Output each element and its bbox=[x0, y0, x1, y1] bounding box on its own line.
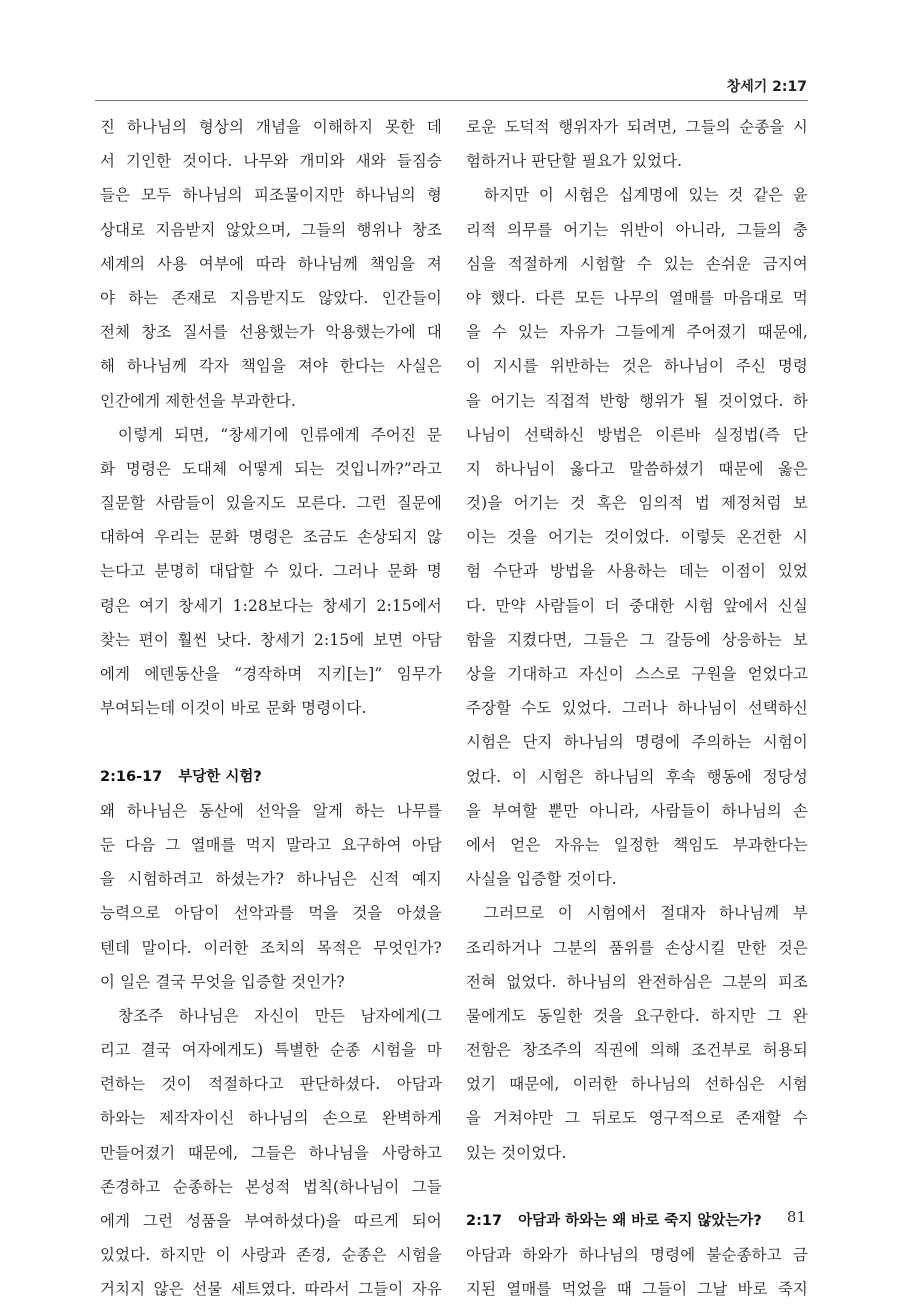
text-line: 을 어기는 직접적 반항 행위가 될 것이었다. 하 bbox=[466, 391, 808, 410]
text-line: 이렇게 되면, “창세기에 인류에게 주어진 문 bbox=[118, 425, 442, 444]
text-line: 리적 의무를 어기는 위반이 아니라, 그들의 충 bbox=[466, 220, 808, 239]
text-line: 었기 때문에, 이러한 하나님의 선하심은 시험 bbox=[466, 1075, 808, 1094]
section-title: 부당한 시험? bbox=[178, 768, 262, 785]
text-line: 대하여 우리는 문화 명령은 조금도 손상되지 않 bbox=[100, 528, 442, 547]
text-line: 로운 도덕적 행위자가 되려면, 그들의 순종을 시 bbox=[466, 118, 808, 136]
text-line: 부여되는데 이것이 바로 문화 명령이다. bbox=[100, 699, 367, 718]
text-line: 질문할 사람들이 있을지도 모른다. 그런 질문에 bbox=[100, 494, 442, 513]
text-line: 었다. 이 시험은 하나님의 후속 행동에 정당성 bbox=[466, 767, 808, 786]
section-number: 2:17 bbox=[466, 1213, 503, 1229]
text-line: 있는 것이었다. bbox=[466, 1143, 567, 1162]
text-line: 상을 기대하고 자신이 스스로 구원을 얻었다고 bbox=[466, 665, 808, 683]
paragraph bbox=[100, 110, 442, 418]
section-number: 2:16-17 bbox=[100, 768, 163, 785]
text-line: 다. 만약 사람들이 더 중대한 시험 앞에서 신실 bbox=[466, 596, 808, 615]
text-line: 창조주 하나님은 자신이 만든 남자에게(그 bbox=[118, 1006, 442, 1025]
text-line: 이는 것을 어기는 것이었다. 이렇듯 온건한 시 bbox=[466, 528, 808, 547]
text-line: 에게 에덴동산을 “경작하며 지키[는]” 임무가 bbox=[100, 665, 442, 683]
section-gap bbox=[466, 1170, 808, 1204]
text-line: 물에게도 동일한 것을 요구한다. 하지만 그 완 bbox=[466, 1006, 808, 1025]
text-line: 심을 적절하게 시험할 수 있는 손쉬운 금지여 bbox=[466, 254, 808, 273]
text-line: 지된 열매를 먹었을 때 그들이 그날 바로 죽지 bbox=[466, 1280, 808, 1299]
text-line: 시험은 단지 하나님의 명령에 주의하는 시험이 bbox=[466, 733, 808, 752]
text-line: 을 거쳐야만 그 뒤로도 영구적으로 존재할 수 bbox=[466, 1109, 808, 1128]
paragraph bbox=[466, 1238, 808, 1306]
text-line: 것)을 어기는 것 혹은 임의적 법 제정처럼 보 bbox=[466, 494, 808, 513]
paragraph bbox=[466, 896, 808, 1170]
left-column bbox=[100, 110, 442, 1307]
text-line: 조리하거나 그분의 품위를 손상시킬 만한 것은 bbox=[466, 938, 808, 957]
text-line: 령은 여기 창세기 1:28보다는 창세기 2:15에서 bbox=[100, 596, 442, 615]
text-line: 텐데 말이다. 이러한 조치의 목적은 무엇인가? bbox=[100, 938, 442, 957]
text-line: 주장할 수도 있었다. 그러나 하나님이 선택하신 bbox=[466, 699, 808, 718]
text-line: 야 하는 존재로 지음받지도 않았다. 인간들이 bbox=[100, 288, 442, 307]
text-line: 에게 그런 성품을 부여하셨다)을 따르게 되어 bbox=[100, 1212, 442, 1230]
text-line: 왜 하나님은 동산에 선악을 알게 하는 나무를 bbox=[100, 801, 442, 820]
text-line: 을 부여할 뿐만 아니라, 사람들이 하나님의 손 bbox=[466, 801, 808, 820]
text-line: 만들어졌기 때문에, 그들은 하나님을 사랑하고 bbox=[100, 1143, 442, 1162]
text-line: 험하거나 판단할 필요가 있었다. bbox=[466, 152, 683, 171]
text-line: 전함은 창조주의 직권에 의해 조건부로 허용되 bbox=[466, 1041, 808, 1060]
text-line: 찾는 편이 훨씬 낫다. 창세기 2:15에 보면 아담 bbox=[100, 630, 442, 649]
text-line: 해 하나님께 각자 책임을 져야 한다는 사실은 bbox=[100, 357, 442, 376]
text-line: 하와는 제작자이신 하나님의 손으로 완벽하게 bbox=[100, 1109, 442, 1128]
text-line: 아담과 하와가 하나님의 명령에 불순종하고 금 bbox=[466, 1246, 808, 1265]
page-number: 81 bbox=[786, 1208, 806, 1226]
text-line: 그러므로 이 시험에서 절대자 하나님께 부 bbox=[484, 904, 808, 923]
header-rule bbox=[95, 100, 808, 101]
text-line: 능력으로 아담이 선악과를 먹을 것을 아셨을 bbox=[100, 904, 442, 923]
text-line: 둔 다음 그 열매를 먹지 말라고 요구하여 아담 bbox=[100, 835, 442, 854]
text-line: 사실을 입증할 것이다. bbox=[466, 870, 617, 889]
paragraph bbox=[466, 110, 808, 178]
text-line: 인간에게 제한선을 부과한다. bbox=[100, 391, 297, 410]
running-head: 창세기 2:17 bbox=[726, 79, 807, 95]
text-line: 는다고 분명히 대답할 수 있다. 그러나 문화 명 bbox=[100, 562, 442, 581]
text-line: 야 했다. 다른 모든 나무의 열매를 마음대로 먹 bbox=[466, 288, 808, 307]
text-line: 세계의 사용 여부에 따라 하나님께 책임을 져 bbox=[100, 254, 442, 273]
text-line: 을 시험하려고 하셨는가? 하나님은 신적 예지 bbox=[100, 870, 442, 889]
text-line: 화 명령은 도대체 어떻게 되는 것입니까?”라고 bbox=[100, 459, 442, 478]
text-line: 련하는 것이 적절하다고 판단하셨다. 아담과 bbox=[100, 1075, 442, 1094]
text-line: 을 수 있는 자유가 그들에게 주어졌기 때문에, bbox=[466, 323, 808, 342]
text-line: 전체 창조 질서를 선용했는가 악용했는가에 대 bbox=[100, 323, 442, 342]
text-line: 험 수단과 방법을 사용하는 데는 이점이 있었 bbox=[466, 562, 808, 581]
text-line: 진 하나님의 형상의 개념을 이해하지 못한 데 bbox=[100, 118, 442, 136]
text-line: 전혀 없었다. 하나님의 완전하심은 그분의 피조 bbox=[466, 972, 808, 991]
text-line: 거치지 않은 선물 세트였다. 따라서 그들이 자유 bbox=[100, 1280, 442, 1299]
section-gap bbox=[100, 725, 442, 759]
text-line: 있었다. 하지만 이 사랑과 존경, 순종은 시험을 bbox=[100, 1246, 442, 1265]
paragraph bbox=[100, 418, 442, 726]
text-line: 이 일은 결국 무엇을 입증할 것인가? bbox=[100, 972, 345, 991]
text-line: 나님이 선택하신 방법은 이른바 실정법(즉 단 bbox=[466, 425, 808, 444]
text-line: 이 지시를 위반하는 것은 하나님이 주신 명령 bbox=[466, 357, 808, 376]
text-line: 존경하고 순종하는 본성적 법칙(하나님이 그들 bbox=[100, 1177, 442, 1196]
text-line: 서 기인한 것이다. 나무와 개미와 새와 들짐승 bbox=[100, 152, 442, 171]
section-heading bbox=[100, 760, 442, 794]
text-line: 리고 결국 여자에게도) 특별한 순종 시험을 마 bbox=[100, 1041, 442, 1060]
text-line: 함을 지켰다면, 그들은 그 갈등에 상응하는 보 bbox=[466, 630, 808, 649]
text-line: 하지만 이 시험은 십계명에 있는 것 같은 윤 bbox=[484, 186, 808, 205]
text-line: 에서 얻은 자유는 일정한 책임도 부과한다는 bbox=[466, 835, 808, 854]
section-title: 아담과 하와는 왜 바로 죽지 않았는가? bbox=[518, 1213, 762, 1229]
text-line: 상대로 지음받지 않았으며, 그들의 행위나 창조 bbox=[100, 220, 442, 239]
paragraph bbox=[100, 794, 442, 999]
text-line: 지 하나님이 옳다고 말씀하셨기 때문에 옳은 bbox=[466, 459, 808, 478]
text-line: 들은 모두 하나님의 피조물이지만 하나님의 형 bbox=[100, 186, 442, 205]
paragraph bbox=[100, 999, 442, 1307]
paragraph bbox=[466, 178, 808, 896]
section-heading bbox=[466, 1204, 808, 1238]
right-column bbox=[466, 110, 808, 1307]
